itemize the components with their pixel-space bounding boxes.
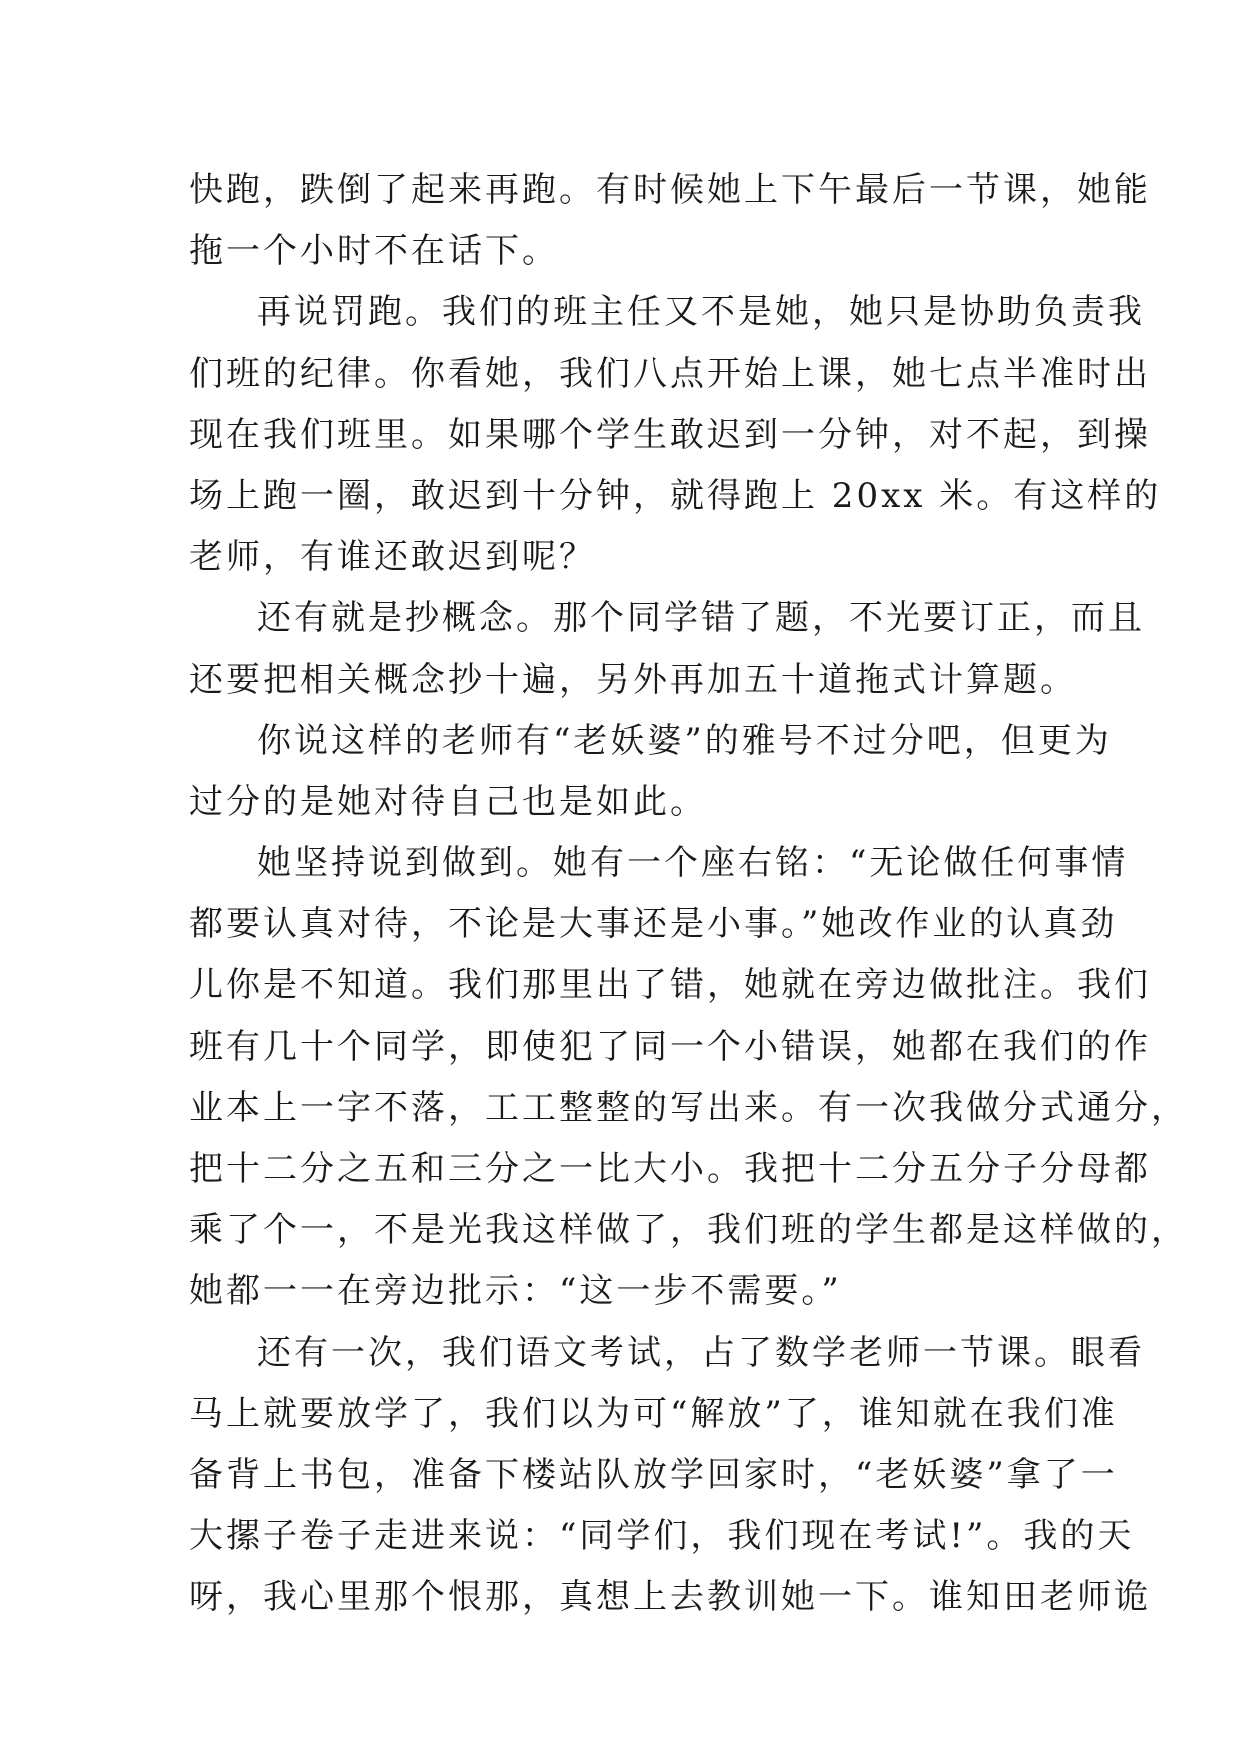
text-line: 备背上书包，准备下楼站队放学回家时，“老妖婆”拿了一 [189,1454,1118,1495]
text-line: 拖一个小时不在话下。 [189,231,559,272]
text-line: 大摞子卷子走进来说：“同学们，我们现在考试!”。我的天 [189,1516,1135,1557]
text-line: 班有几十个同学，即使犯了同一个小错误，她都在我们的作 [189,1026,1151,1067]
text-line: 乘了个一，不是光我这样做了，我们班的学生都是这样做的， [189,1210,1188,1251]
text-line: 现在我们班里。如果哪个学生敢迟到一分钟，对不起，到操 [189,414,1151,455]
paragraph-first-line: 还有一次，我们语文考试，占了数学老师一节课。眼看 [257,1332,1145,1373]
text-line: 老师，有谁还敢迟到呢？ [189,537,596,578]
text-line: 过分的是她对待自己也是如此。 [189,781,707,822]
text-line: 们班的纪律。你看她，我们八点开始上课，她七点半准时出 [189,353,1151,394]
text-line: 她都一一在旁边批示：“这一步不需要。” [189,1271,842,1312]
text-line: 马上就要放学了，我们以为可“解放”了，谁知就在我们准 [189,1393,1118,1434]
paragraph-first-line: 还有就是抄概念。那个同学错了题，不光要订正，而且 [257,598,1145,639]
text-line: 快跑，跌倒了起来再跑。有时候她上下午最后一节课，她能 [189,170,1151,210]
paragraph-first-line: 再说罚跑。我们的班主任又不是她，她只是协助负责我 [257,292,1145,333]
text-line: 还要把相关概念抄十遍，另外再加五十道拖式计算题。 [189,659,1077,700]
paragraph-first-line: 她坚持说到做到。她有一个座右铭：“无论做任何事情 [257,843,1129,884]
text-line: 把十二分之五和三分之一比大小。我把十二分五分子分母都 [189,1149,1151,1189]
text-line: 儿你是不知道。我们那里出了错，她就在旁边做批注。我们 [189,965,1151,1006]
text-line: 场上跑一圈，敢迟到十分钟，就得跑上 20xx 米。有这样的 [189,475,1162,516]
paragraph-first-line: 你说这样的老师有“老妖婆”的雅号不过分吧，但更为 [257,720,1112,761]
text-line: 呀，我心里那个恨那，真想上去教训她一下。谁知田老师诡 [189,1577,1151,1618]
text-line: 业本上一字不落，工工整整的写出来。有一次我做分式通分， [189,1087,1188,1128]
body-text [189,160,1188,1629]
text-line: 都要认真对待，不论是大事还是小事。”她改作业的认真劲 [189,904,1118,945]
